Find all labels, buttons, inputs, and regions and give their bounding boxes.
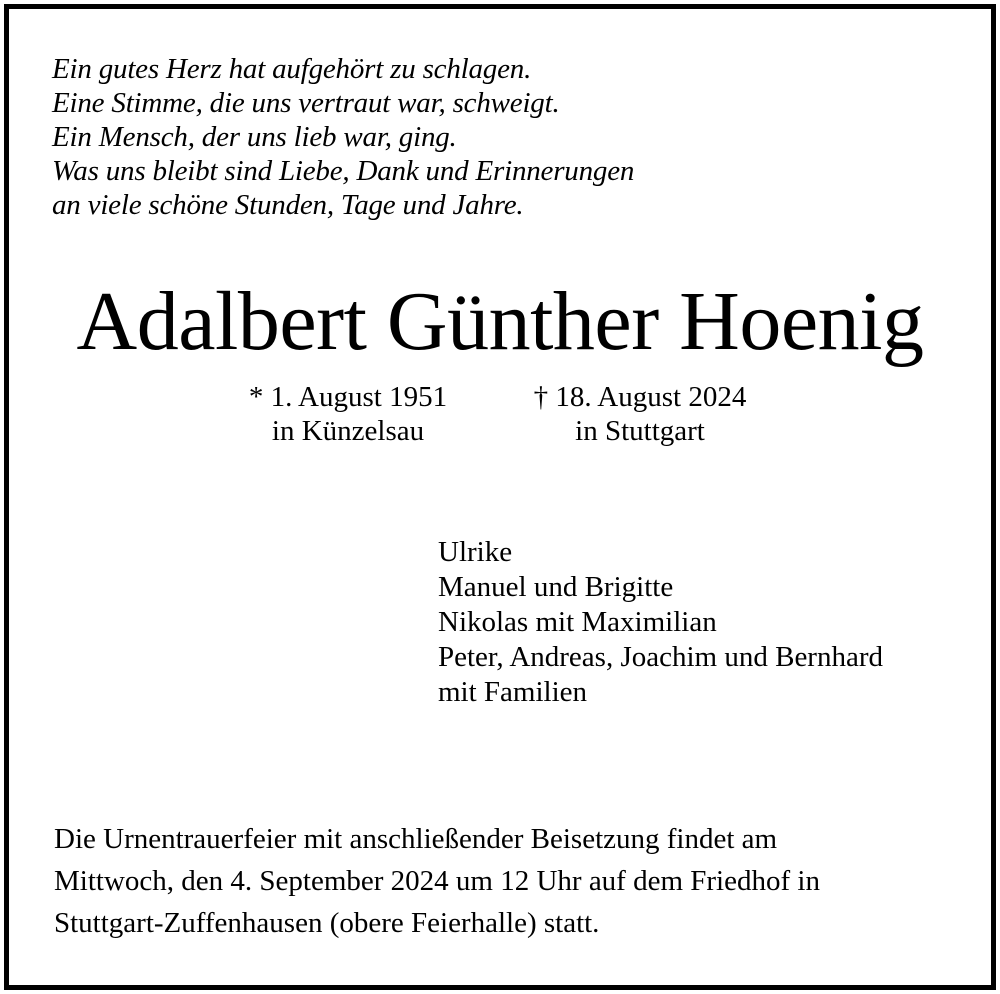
mourner-entry: Nikolas mit Maximilian — [438, 606, 717, 638]
mourners-list — [438, 535, 883, 710]
death-info — [508, 380, 772, 448]
death-place: in Stuttgart — [575, 415, 705, 447]
death-date: † 18. August 2024 — [533, 381, 747, 413]
poem-line: Ein gutes Herz hat aufgehört zu schlagen. — [52, 53, 532, 85]
mourner-entry: Ulrike — [438, 536, 513, 568]
notice-line: Mittwoch, den 4. September 2024 um 12 Uhr auf dem Friedhof in — [54, 865, 820, 897]
birth-info — [228, 380, 468, 448]
poem-line: Was uns bleibt sind Liebe, Dank und Erinnerungen — [52, 155, 635, 187]
mourner-entry: Manuel und Brigitte — [438, 571, 674, 603]
poem-line: an viele schöne Stunden, Tage und Jahre. — [52, 189, 524, 221]
birth-date: * 1. August 1951 — [248, 381, 448, 413]
notice-line: Stuttgart-Zuffenhausen (obere Feierhalle) statt. — [54, 907, 600, 939]
funeral-notice — [54, 818, 820, 944]
memorial-poem — [52, 52, 634, 222]
birth-place: in Künzelsau — [271, 415, 425, 447]
mourner-entry: mit Familien — [438, 676, 588, 708]
poem-line: Eine Stimme, die uns vertraut war, schweigt. — [52, 87, 560, 119]
mourner-entry: Peter, Andreas, Joachim und Bernhard — [438, 641, 883, 673]
poem-line: Ein Mensch, der uns lieb war, ging. — [52, 121, 457, 153]
notice-line: Die Urnentrauerfeier mit anschließender Beisetzung findet am — [54, 823, 778, 855]
deceased-name: Adalbert Günther Hoenig — [76, 275, 924, 368]
